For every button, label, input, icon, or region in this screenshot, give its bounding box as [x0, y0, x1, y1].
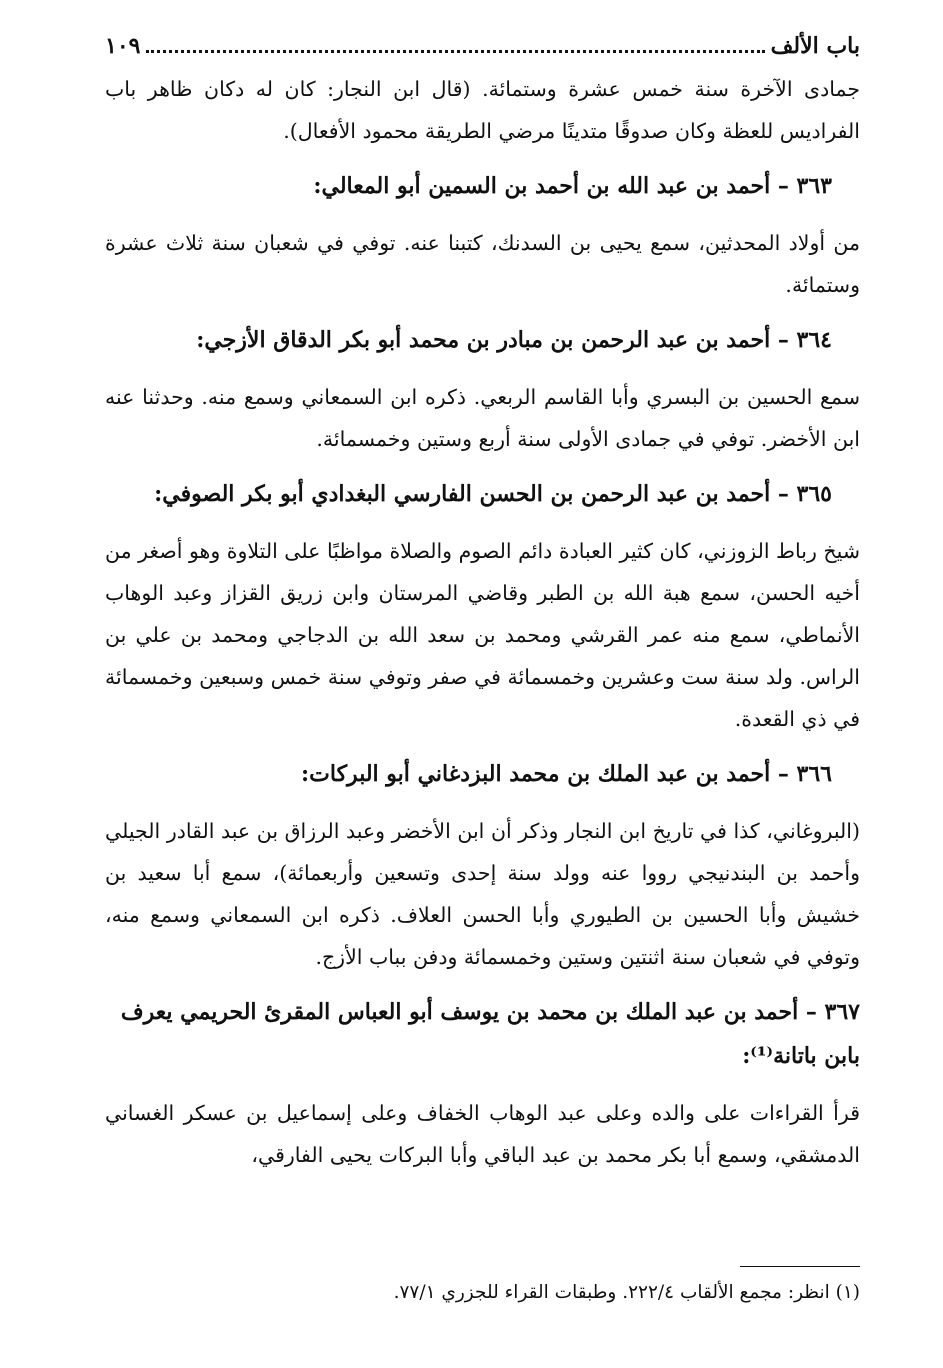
footnote: (١) انظر: مجمع الألقاب ٢٢٢/٤. وطبقات القراء للجزري ٧٧/١. — [393, 1282, 860, 1303]
entry-heading-364: ٣٦٤ – أحمد بن عبد الرحمن بن مبادر بن محمد أبو بكر الدقاق الأزجي: — [196, 327, 832, 353]
page-content — [105, 68, 860, 1176]
page-number: ١٠٩ — [105, 33, 141, 59]
running-title: باب الألف — [770, 33, 860, 59]
dotted-leader — [146, 30, 764, 53]
paragraph: جمادى الآخرة سنة خمس عشرة وستمائة. (قال ابن النجار: كان له دكان ظاهر باب الفراديس للعظة وكان صدوقًا متدينًا مرضي الطريقة محمود الأفعال). — [105, 77, 860, 143]
entry-heading-367: ٣٦٧ – أحمد بن عبد الملك بن محمد بن يوسف أبو العباس المقرئ الحريمي يعرف بابن باتانة⁽¹⁾: — [120, 999, 860, 1069]
paragraph: سمع الحسين بن البسري وأبا القاسم الربعي. ذكره ابن السمعاني وسمع منه. وحدثنا عنه ابن الأخضر. توفي في جمادى الأولى سنة أربع وستين وخمسمائة. — [105, 385, 860, 451]
page-header — [105, 30, 860, 66]
document-page — [105, 22, 860, 1342]
entry-heading-365: ٣٦٥ – أحمد بن عبد الرحمن بن الحسن الفارسي البغدادي أبو بكر الصوفي: — [154, 481, 832, 507]
paragraph: قرأ القراءات على والده وعلى عبد الوهاب الخفاف وعلى إسماعيل بن عسكر الغساني الدمشقي، وسمع أبا بكر محمد بن عبد الباقي وأبا البركات يحيى الفارقي، — [105, 1101, 860, 1167]
footnote-rule — [740, 1266, 860, 1267]
paragraph: (البروغاني، كذا في تاريخ ابن النجار وذكر أن ابن الأخضر وعبد الرزاق بن عبد القادر الجيلي وأحمد بن البندنيجي رووا عنه وولد سنة إحدى وتسعين وأربعمائة)، سمع أبا سعيد بن خشيش وأبا الحسين بن الطيوري وأبا الحسن العلاف. ذكره ابن السمعاني وسمع منه، وتوفي في شعبان سنة اثنتين وستين وخمسمائة ودفن بباب الأزج. — [105, 819, 860, 969]
entry-heading-363: ٣٦٣ – أحمد بن عبد الله بن أحمد بن السمين أبو المعالي: — [313, 173, 832, 199]
paragraph: شيخ رباط الزوزني، كان كثير العبادة دائم الصوم والصلاة مواظبًا على التلاوة وهو أصغر من أخيه الحسن، سمع هبة الله بن الطبر وقاضي المرستان وابن زريق القزاز وعبد الوهاب الأنماطي، سمع منه عمر القرشي ومحمد بن سعد الله بن الدجاجي ومحمد بن علي بن الراس. ولد سنة ست وعشرين وخمسمائة في صفر وتوفي سنة خمس وسبعين وخمسمائة في ذي القعدة. — [105, 539, 860, 731]
paragraph: من أولاد المحدثين، سمع يحيى بن السدنك، كتبنا عنه. توفي في شعبان سنة ثلاث عشرة وستمائة. — [105, 231, 860, 297]
entry-heading-366: ٣٦٦ – أحمد بن عبد الملك بن محمد البزدغاني أبو البركات: — [301, 761, 832, 787]
